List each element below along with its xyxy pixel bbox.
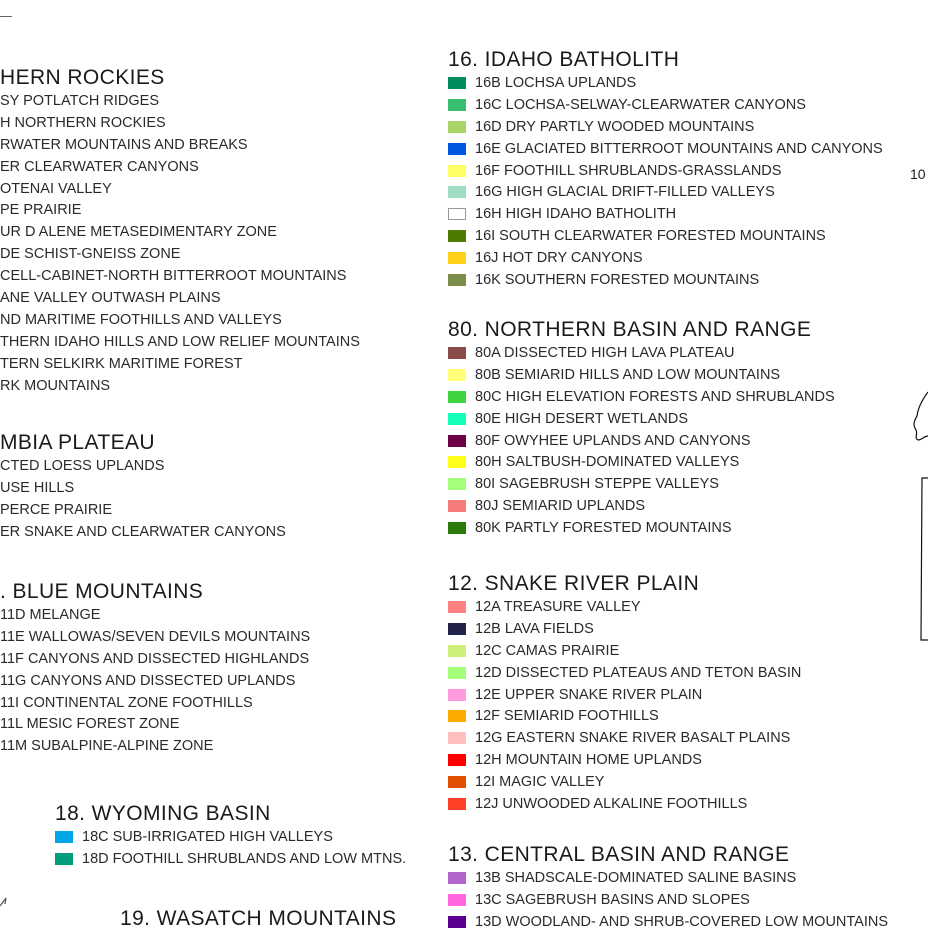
legend-item [448, 364, 835, 386]
legend-item-label: 12D DISSECTED PLATEAUS AND TETON BASIN [475, 664, 802, 681]
legend-item [448, 269, 883, 291]
legend-list [0, 90, 360, 396]
legend-item [448, 749, 801, 771]
legend-item-label: 16G HIGH GLACIAL DRIFT-FILLED VALLEYS [475, 184, 775, 201]
legend-item-label: 13C SAGEBRUSH BASINS AND SLOPES [475, 891, 750, 908]
state-outline-fragment [908, 390, 928, 655]
legend-swatch [448, 347, 466, 359]
legend-item-label: PERCE PRAIRIE [0, 501, 112, 518]
legend-item [0, 156, 360, 178]
section-title: 80. NORTHERN BASIN AND RANGE [448, 318, 812, 341]
legend-swatch [448, 143, 466, 155]
legend-item-label: PE PRAIRIE [0, 202, 82, 219]
legend-item [0, 178, 360, 200]
legend-swatch [448, 601, 466, 613]
legend-item [0, 375, 360, 397]
legend-item [0, 626, 310, 648]
legend-item [0, 243, 360, 265]
legend-swatch [448, 754, 466, 766]
legend-item [448, 203, 883, 225]
legend-item [448, 640, 801, 662]
legend-item-label: 12B LAVA FIELDS [475, 620, 594, 637]
legend-swatch [55, 831, 73, 843]
legend-item-label: 18C SUB-IRRIGATED HIGH VALLEYS [82, 828, 333, 845]
section-title: 19. WASATCH MOUNTAINS [120, 907, 397, 930]
legend-item-label: 12F SEMIARID FOOTHILLS [475, 708, 659, 725]
legend-item-label: 11L MESIC FOREST ZONE [0, 716, 180, 733]
legend-swatch [448, 916, 466, 928]
legend-item [448, 517, 835, 539]
legend-item-label: 80F OWYHEE UPLANDS AND CANYONS [475, 432, 751, 449]
legend-swatch [448, 894, 466, 906]
legend-item-label: DE SCHIST-GNEISS ZONE [0, 246, 181, 263]
legend-item [0, 112, 360, 134]
legend-section-wasatch [120, 907, 396, 931]
legend-item-label: 11M SUBALPINE-ALPINE ZONE [0, 738, 214, 755]
legend-item [448, 473, 835, 495]
legend-item [0, 499, 286, 521]
legend-item [448, 793, 801, 815]
legend-item [0, 455, 286, 477]
legend-item-label: ER CLEARWATER CANYONS [0, 158, 199, 175]
legend-item [0, 670, 310, 692]
legend-item-label: 80B SEMIARID HILLS AND LOW MOUNTAINS [475, 366, 781, 383]
legend-item-label: OTENAI VALLEY [0, 180, 112, 197]
legend-item-label: 13D WOODLAND- AND SHRUB-COVERED LOW MOUNTAINS [475, 913, 889, 930]
legend-list [448, 72, 883, 291]
legend-swatch [448, 369, 466, 381]
legend-item-label: 16F FOOTHILL SHRUBLANDS-GRASSLANDS [475, 162, 782, 179]
legend-item [0, 604, 310, 626]
section-title: 18. WYOMING BASIN [55, 802, 271, 825]
legend-item [448, 451, 835, 473]
legend-item-label: 80A DISSECTED HIGH LAVA PLATEAU [475, 344, 735, 361]
legend-item [0, 648, 310, 670]
legend-item [55, 848, 406, 870]
legend-swatch [448, 391, 466, 403]
legend-swatch [448, 99, 466, 111]
legend-section-wyoming-basin [55, 802, 406, 870]
legend-item [0, 521, 286, 543]
legend-item [448, 247, 883, 269]
legend-item [448, 160, 883, 182]
legend-section-idaho-batholith [448, 48, 883, 291]
legend-swatch [448, 77, 466, 89]
legend-swatch [448, 274, 466, 286]
legend-item [448, 116, 883, 138]
legend-item-label: 11G CANYONS AND DISSECTED UPLANDS [0, 672, 296, 689]
map-fragment-mark [0, 896, 8, 915]
legend-list [448, 867, 888, 933]
legend-swatch [448, 522, 466, 534]
legend-item-label: 80K PARTLY FORESTED MOUNTAINS [475, 520, 732, 537]
section-title: MBIA PLATEAU [0, 431, 155, 454]
legend-item [448, 889, 888, 911]
legend-item-label: 80I SAGEBRUSH STEPPE VALLEYS [475, 476, 719, 493]
legend-item [448, 342, 835, 364]
legend-swatch [448, 456, 466, 468]
legend-item-label: ANE VALLEY OUTWASH PLAINS [0, 289, 221, 306]
legend-item-label: 16E GLACIATED BITTERROOT MOUNTAINS AND CANYONS [475, 140, 883, 157]
legend-item-label: CELL-CABINET-NORTH BITTERROOT MOUNTAINS [0, 268, 347, 285]
legend-item-label: 16C LOCHSA-SELWAY-CLEARWATER CANYONS [475, 96, 806, 113]
legend-item-label: 18D FOOTHILL SHRUBLANDS AND LOW MTNS. [82, 850, 407, 867]
legend-swatch [448, 689, 466, 701]
legend-item-label: ND MARITIME FOOTHILLS AND VALLEYS [0, 311, 282, 328]
legend-item [0, 287, 360, 309]
section-title: 16. IDAHO BATHOLITH [448, 48, 680, 71]
legend-section-northern-rockies [0, 66, 360, 396]
legend-swatch [448, 478, 466, 490]
legend-item-label: ER SNAKE AND CLEARWATER CANYONS [0, 523, 286, 540]
legend-section-snake-river-plain [448, 572, 801, 815]
legend-section-blue-mountains [0, 580, 310, 757]
legend-item [448, 72, 883, 94]
section-title: HERN ROCKIES [0, 66, 165, 89]
legend-swatch [448, 623, 466, 635]
legend-item [0, 221, 360, 243]
legend-swatch [448, 872, 466, 884]
legend-item-label: 12C CAMAS PRAIRIE [475, 642, 620, 659]
legend-item [448, 181, 883, 203]
legend-item-label: 12A TREASURE VALLEY [475, 598, 641, 615]
section-title: . BLUE MOUNTAINS [0, 580, 204, 603]
legend-item-label: UR D ALENE METASEDIMENTARY ZONE [0, 224, 277, 241]
legend-item-label: 11F CANYONS AND DISSECTED HIGHLANDS [0, 650, 310, 667]
legend-swatch [55, 853, 73, 865]
legend-item-label: THERN IDAHO HILLS AND LOW RELIEF MOUNTAINS [0, 333, 360, 350]
legend-swatch [448, 798, 466, 810]
legend-item [448, 430, 835, 452]
legend-item-label: 12E UPPER SNAKE RIVER PLAIN [475, 686, 703, 703]
legend-item [448, 705, 801, 727]
legend-item [0, 692, 310, 714]
legend-swatch [448, 165, 466, 177]
legend-item [0, 265, 360, 287]
section-title: 12. SNAKE RIVER PLAIN [448, 572, 700, 595]
legend-item [448, 386, 835, 408]
legend-swatch [448, 230, 466, 242]
legend-item-label: 16H HIGH IDAHO BATHOLITH [475, 206, 677, 223]
legend-item-label: RK MOUNTAINS [0, 377, 111, 394]
legend-swatch [448, 732, 466, 744]
legend-list [55, 826, 406, 870]
legend-swatch [448, 667, 466, 679]
legend-item [55, 826, 406, 848]
legend-item [0, 713, 310, 735]
legend-item [448, 867, 888, 889]
legend-item [448, 684, 801, 706]
legend-swatch [448, 252, 466, 264]
legend-item-label: 16K SOUTHERN FORESTED MOUNTAINS [475, 271, 760, 288]
legend-item [0, 331, 360, 353]
legend-item [0, 134, 360, 156]
legend-item-label: 80C HIGH ELEVATION FORESTS AND SHRUBLANDS [475, 388, 835, 405]
legend-item-label: 11I CONTINENTAL ZONE FOOTHILLS [0, 694, 253, 711]
legend-swatch [448, 208, 466, 220]
legend-section-columbia-plateau [0, 431, 286, 543]
legend-item-label: 16J HOT DRY CANYONS [475, 250, 643, 267]
legend-item-label: CTED LOESS UPLANDS [0, 457, 165, 474]
legend-item [0, 477, 286, 499]
legend-item-label: 11D MELANGE [0, 606, 101, 623]
legend-swatch [448, 776, 466, 788]
legend-item-label: USE HILLS [0, 479, 75, 496]
legend-item [0, 90, 360, 112]
legend-item-label: 80E HIGH DESERT WETLANDS [475, 410, 688, 427]
legend-list [0, 604, 310, 757]
legend-item [0, 309, 360, 331]
legend-swatch [448, 121, 466, 133]
legend-item-label: 80H SALTBUSH-DOMINATED VALLEYS [475, 454, 740, 471]
legend-swatch [448, 413, 466, 425]
legend-item-label: 12J UNWOODED ALKALINE FOOTHILLS [475, 795, 748, 812]
legend-item [448, 596, 801, 618]
legend-item [448, 771, 801, 793]
legend-item-label: 80J SEMIARID UPLANDS [475, 498, 646, 515]
legend-item [448, 495, 835, 517]
legend-swatch [448, 645, 466, 657]
legend-item-label: 13B SHADSCALE-DOMINATED SALINE BASINS [475, 869, 797, 886]
legend-item [448, 727, 801, 749]
legend-item [448, 94, 883, 116]
legend-swatch [448, 710, 466, 722]
legend-item-label: H NORTHERN ROCKIES [0, 114, 166, 131]
legend-item-label: 16D DRY PARTLY WOODED MOUNTAINS [475, 118, 755, 135]
section-title: 13. CENTRAL BASIN AND RANGE [448, 843, 790, 866]
legend-item-label: TERN SELKIRK MARITIME FOREST [0, 355, 243, 372]
legend-item-label: 12H MOUNTAIN HOME UPLANDS [475, 752, 702, 769]
map-region-label: 10 [910, 166, 926, 182]
legend-item [448, 618, 801, 640]
legend-item-label: 16B LOCHSA UPLANDS [475, 74, 637, 91]
legend-list [0, 455, 286, 543]
legend-list [448, 342, 835, 539]
legend-item-label: RWATER MOUNTAINS AND BREAKS [0, 136, 248, 153]
legend-item-label: 12G EASTERN SNAKE RIVER BASALT PLAINS [475, 730, 791, 747]
legend-item [0, 199, 360, 221]
legend-swatch [448, 500, 466, 512]
legend-list [448, 596, 801, 815]
legend-item [448, 138, 883, 160]
legend-item-label: 12I MAGIC VALLEY [475, 774, 605, 791]
legend-item-label: 11E WALLOWAS/SEVEN DEVILS MOUNTAINS [0, 628, 311, 645]
legend-item [0, 353, 360, 375]
legend-swatch [448, 435, 466, 447]
legend-section-central-basin-and-range [448, 843, 888, 933]
top-left-dash [0, 16, 12, 17]
legend-section-northern-basin-and-range [448, 318, 835, 539]
legend-item [448, 225, 883, 247]
legend-item [0, 735, 310, 757]
legend-item [448, 408, 835, 430]
legend-item [448, 662, 801, 684]
legend-item-label: 16I SOUTH CLEARWATER FORESTED MOUNTAINS [475, 228, 826, 245]
legend-item-label: SY POTLATCH RIDGES [0, 92, 159, 109]
legend-item [448, 911, 888, 933]
legend-swatch [448, 186, 466, 198]
